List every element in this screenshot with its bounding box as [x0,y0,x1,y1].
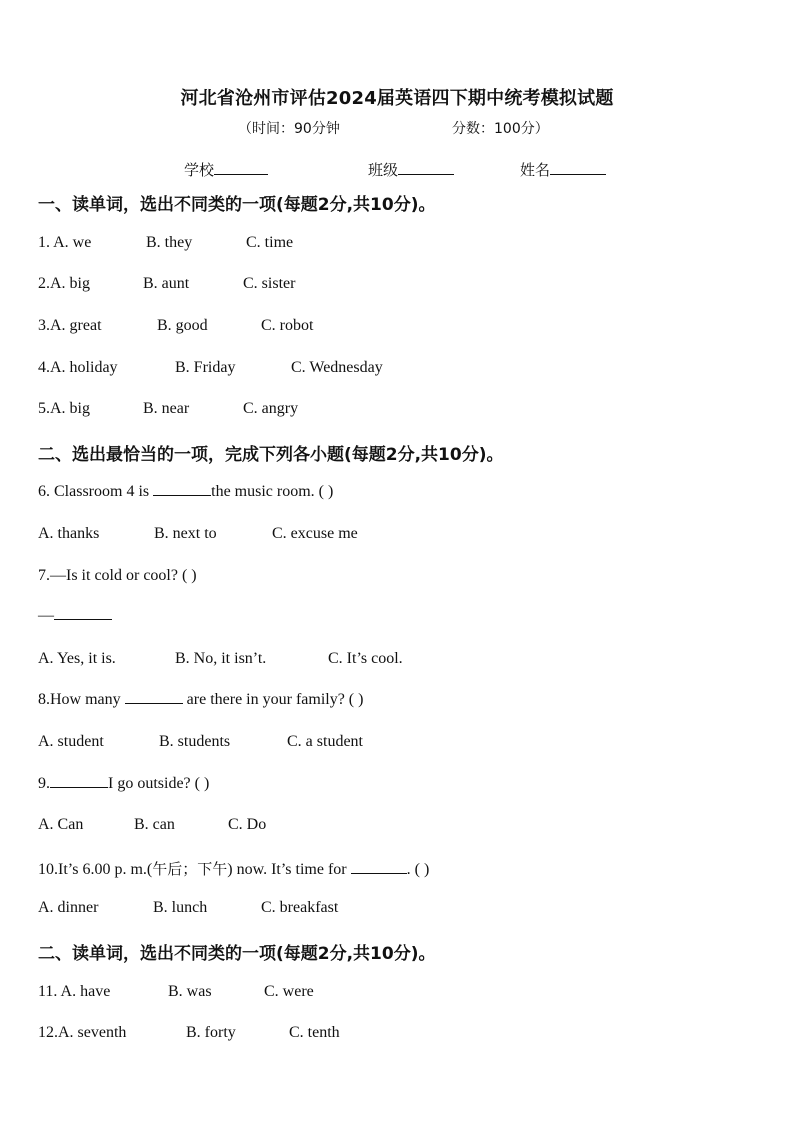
dash: — [38,607,54,624]
q12-option-c: C. tenth [289,1024,340,1041]
q7-option-c: C. It’s cool. [328,650,403,667]
question-number: 1. [38,234,50,251]
q10-option-c: C. breakfast [261,899,339,916]
question-11 [38,983,110,1001]
q11-option-b: B. was [168,983,212,1000]
question-text: 6. Classroom 4 is [38,483,150,500]
question-4 [38,359,118,377]
question-text-end: . ( ) [406,861,430,878]
exam-score: 分数：100分） [452,121,549,137]
q4-option-b: B. Friday [175,359,236,376]
class-label: 班级 [368,161,399,179]
q10-option-b: B. lunch [153,899,208,916]
question-6 [38,483,333,501]
q9-option-a: A. Can [38,816,84,833]
question-9 [38,775,209,793]
q12-option-b: B. forty [186,1024,236,1041]
question-text-end: are there in your family? ( ) [186,691,364,708]
question-5 [38,400,90,418]
question-text-end: I go outside? ( ) [108,775,210,792]
q10-option-a: A. dinner [38,899,99,916]
q1-option-c: C. time [246,234,294,251]
question-number: 3. [38,317,50,334]
q8-option-a: A. student [38,733,104,750]
q6-option-c: C. excuse me [272,525,358,542]
option-a: A. we [53,234,92,251]
option-a: A. big [50,275,90,292]
q7-answer-line [38,607,112,625]
q2-option-b: B. aunt [143,275,190,292]
question-7: 7.—Is it cold or cool? ( ) [38,567,197,584]
option-a: A. holiday [50,359,118,376]
page-title: 河北省沧州市评估2024届英语四下期中统考模拟试题 [180,88,614,109]
answer-blank[interactable] [351,872,407,874]
question-text: 9. [38,775,50,792]
school-blank[interactable] [214,173,268,175]
question-number: 2. [38,275,50,292]
q11-option-c: C. were [264,983,314,1000]
option-a: A. great [50,317,102,334]
question-3 [38,317,102,335]
q6-option-a: A. thanks [38,525,100,542]
q3-option-c: C. robot [261,317,314,334]
q3-option-b: B. good [157,317,208,334]
question-2 [38,275,90,293]
question-text-mid: ) now. It’s time for [227,861,347,878]
exam-time: （时间：90分钟 [238,121,340,137]
option-a: A. have [60,983,111,1000]
question-text: 10.It’s 6.00 p. m.( [38,861,153,878]
class-blank[interactable] [398,173,454,175]
class-field [368,159,454,180]
answer-blank[interactable] [125,702,183,704]
option-a: A. big [50,400,90,417]
q5-option-c: C. angry [243,400,299,417]
section-3-heading: 二、读单词，选出不同类的一项(每题2分,共10分)。 [38,944,436,964]
chinese-gloss: 午后；下午 [152,860,228,878]
name-blank[interactable] [550,173,606,175]
name-field [520,159,606,180]
option-a: A. seventh [58,1024,127,1041]
question-number: 4. [38,359,50,376]
q1-option-b: B. they [146,234,193,251]
answer-blank[interactable] [54,618,112,620]
question-number: 12. [38,1024,58,1041]
question-text: 8.How many [38,691,121,708]
answer-blank[interactable] [153,494,211,496]
school-field [184,159,268,180]
section-2-heading: 二、选出最恰当的一项，完成下列各小题(每题2分,共10分)。 [38,445,504,465]
name-label: 姓名 [520,161,551,179]
q9-option-c: C. Do [228,816,267,833]
school-label: 学校 [184,161,215,179]
question-8 [38,691,363,709]
q4-option-c: C. Wednesday [291,359,383,376]
q6-option-b: B. next to [154,525,217,542]
answer-blank[interactable] [50,786,108,788]
question-text-end: the music room. ( ) [211,483,334,500]
question-number: 11. [38,983,58,1000]
q5-option-b: B. near [143,400,190,417]
q8-option-c: C. a student [287,733,363,750]
q9-option-b: B. can [134,816,175,833]
question-10 [38,858,429,879]
q7-option-a: A. Yes, it is. [38,650,116,667]
q8-option-b: B. students [159,733,231,750]
q7-option-b: B. No, it isn’t. [175,650,267,667]
q2-option-c: C. sister [243,275,296,292]
question-number: 5. [38,400,50,417]
question-1 [38,234,91,252]
question-12 [38,1024,126,1042]
section-1-heading: 一、读单词，选出不同类的一项(每题2分,共10分)。 [38,195,436,215]
